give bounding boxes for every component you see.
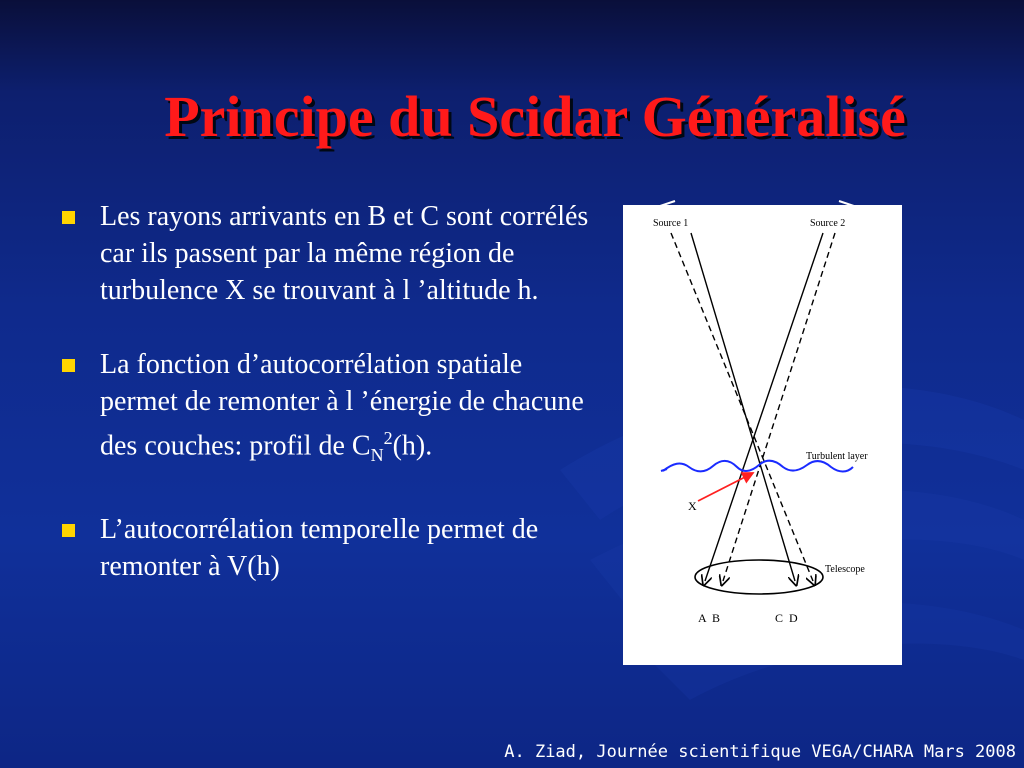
bullet-text: L’autocorrélation temporelle permet de remonter à V(h) [100,513,539,582]
bullet-item [62,511,592,585]
source2-label: Source 2 [810,218,846,229]
telescope-label: Telescope [825,564,865,575]
top-left-arrowhead [663,201,675,209]
x-arrow [698,473,753,501]
x-label: X [688,499,697,513]
bullet-marker-icon [62,359,75,372]
bullet-text-end: (h). [392,430,433,462]
slide-title: Principe du Scidar Généralisé [164,84,906,149]
bullet-marker-icon [62,211,75,224]
bullet-text: Les rayons arrivants en B et C sont corrélés car ils passent par la même région de turbulence X se trouvant à l ’altitude h. [100,201,589,306]
ray-s1-dashed [671,233,813,581]
bullet-list [62,198,592,622]
turbulent-layer-edge [661,469,667,471]
turbulent-layer-line [663,461,853,472]
source1-label: Source 1 [653,218,689,229]
scidar-diagram [623,205,902,665]
telescope-aperture [695,560,823,594]
bullet-item [62,346,592,474]
diagram-canvas [623,205,902,665]
points-cd-label: C D [775,611,798,625]
top-right-arrowhead [839,201,851,209]
bullet-marker-icon [62,524,75,537]
bullet-item [62,198,592,309]
points-ab-label: A B [698,611,721,625]
turbulent-layer-label: Turbulent layer [806,451,868,462]
bullet-text: La fonction d’autocorrélation spatiale permet de remonter à l ’énergie de chacune des couches: profil de C [100,349,584,462]
bullet-subscript: N [370,444,384,465]
slide-footer: A. Ziad, Journée scientifique VEGA/CHARA Mars 2008 [504,742,1016,762]
bullet-superscript: 2 [383,428,393,448]
ray-s2-solid [705,233,823,581]
